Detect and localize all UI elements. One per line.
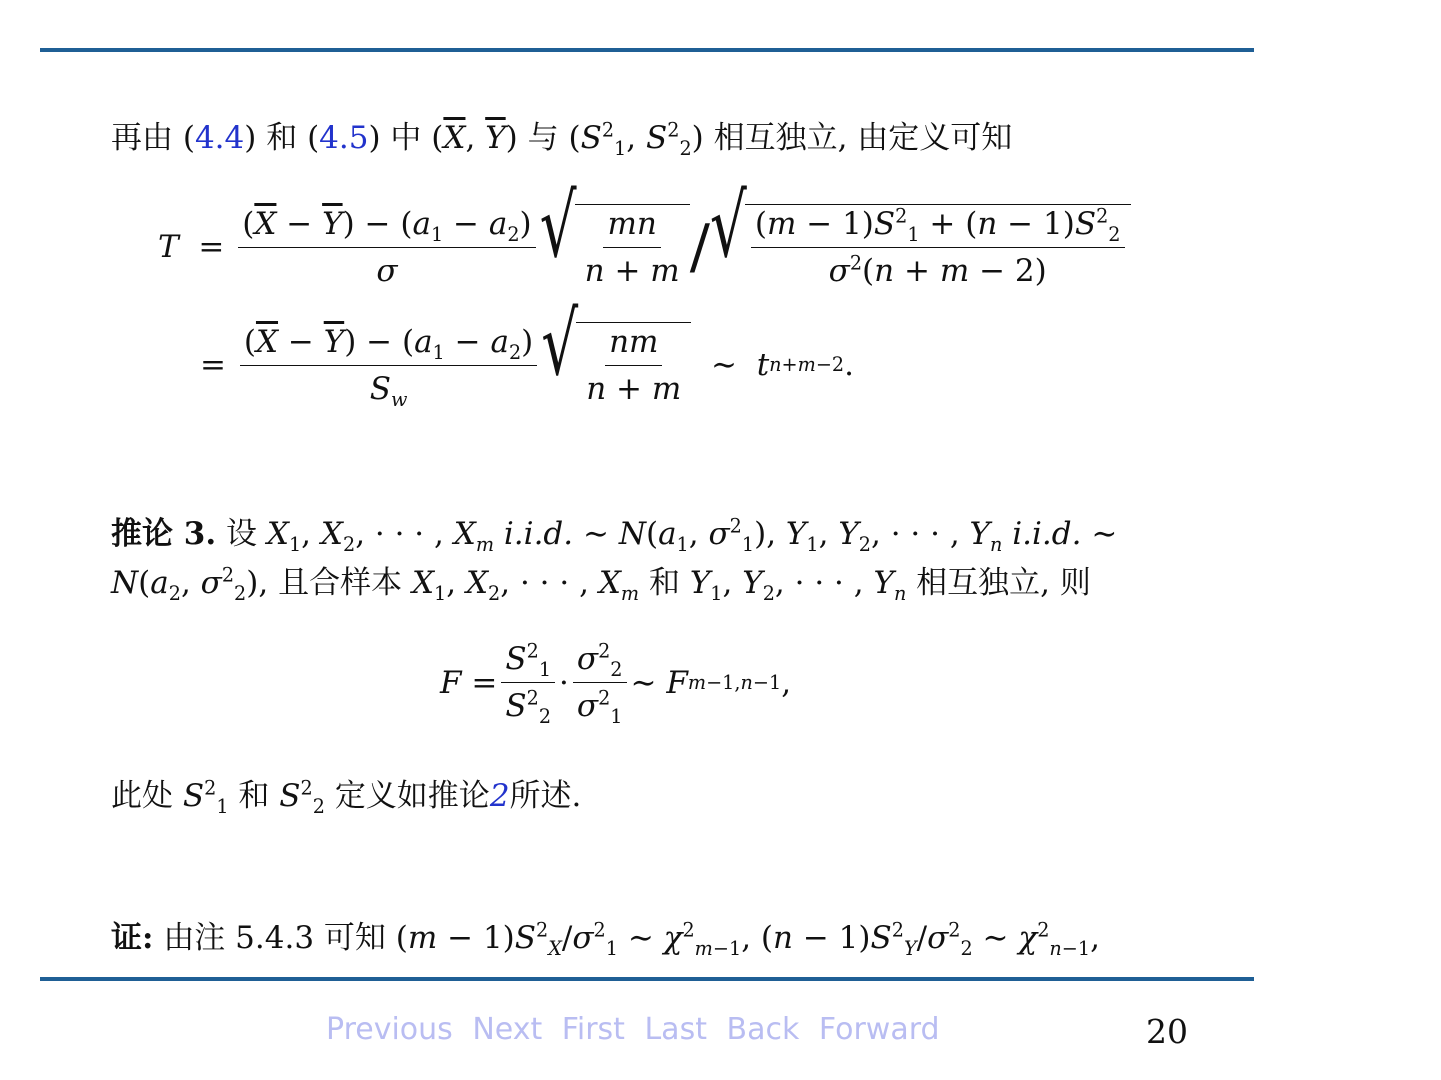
corollary-3-line-2: $N(a_2$, $\sigma^2_2$), 且合样本 $X_1$, $X_2$, · · · , $X_m$ 和 $Y_1$, $Y_2$, · · · , $Y_n$ 相互独立, 则 [111, 563, 1091, 606]
corollary-label: 推论 3. [111, 516, 217, 552]
nav-last-link[interactable]: Last [644, 1012, 707, 1047]
nav-first-link[interactable]: First [561, 1012, 625, 1047]
footer-navigation [326, 1012, 950, 1047]
nav-forward-link[interactable]: Forward [818, 1012, 940, 1047]
nav-next-link[interactable]: Next [472, 1012, 543, 1047]
corollary-ref-2[interactable]: 2 [489, 778, 510, 814]
bottom-rule [40, 977, 1254, 981]
top-rule [40, 48, 1254, 52]
note-paragraph: 此处 $S^2_1$ 和 $S^2_2$ 定义如推论2所述. [111, 776, 582, 819]
proof-label: 证: [111, 920, 154, 956]
equation-ref-4-4[interactable]: 4.4 [194, 120, 245, 156]
t-equation-line-2: = $\frac{(\overline{X} - \overline{Y}) - (a_1 - a_2)}{S_w}$ √ $\frac{nm}{n + m}$ ∼ t n+m−2 . [200, 293, 855, 411]
t-equation-line-1: T = $\frac{(\overline{X} - \overline{Y}) - (a_1 - a_2)}{\sigma}$ √ $\frac{mn}{n + m}$ / √ $\frac{(m - 1)S^2_1 + (n - 1)S^2_2}{\sigma^2(n + m - 2)}$ [158, 204, 1131, 290]
proof-paragraph: 证: 由注 5.4.3 可知 $(m - 1)S^2_X/\sigma^2_1$ ∼ $\chi^2_{m-1}$, $(n - 1)S^2_Y/\sigma^2_2$ ∼ $\chi^2_{n-1}$, [111, 918, 1100, 961]
corollary-3-line-1: 推论 3. 设 $X_1$, $X_2$, · · · , $X_m$ i.i.d. ∼ $N(a_1$, $\sigma^2_1$), $Y_1$, $Y_2$, · · · , $Y_n$ i.i.d. ∼ [111, 514, 1118, 557]
nav-previous-link[interactable]: Previous [326, 1012, 453, 1047]
intro-paragraph: 再由 (4.4) 和 (4.5) 中 ($\overline{X}$, $\overline{Y}$) 与 ($S^2_1$, $S^2_2$) 相互独立, 由定义可知 [111, 118, 1013, 161]
page-number: 20 [1146, 1012, 1188, 1051]
f-equation: F = $\frac{S^2_1}{S^2_2}$ · $\frac{\sigma^2_2}{\sigma^2_1}$ ∼ F m−1,n−1 , [440, 639, 792, 729]
nav-back-link[interactable]: Back [726, 1012, 800, 1047]
equation-ref-4-5[interactable]: 4.5 [319, 120, 369, 156]
